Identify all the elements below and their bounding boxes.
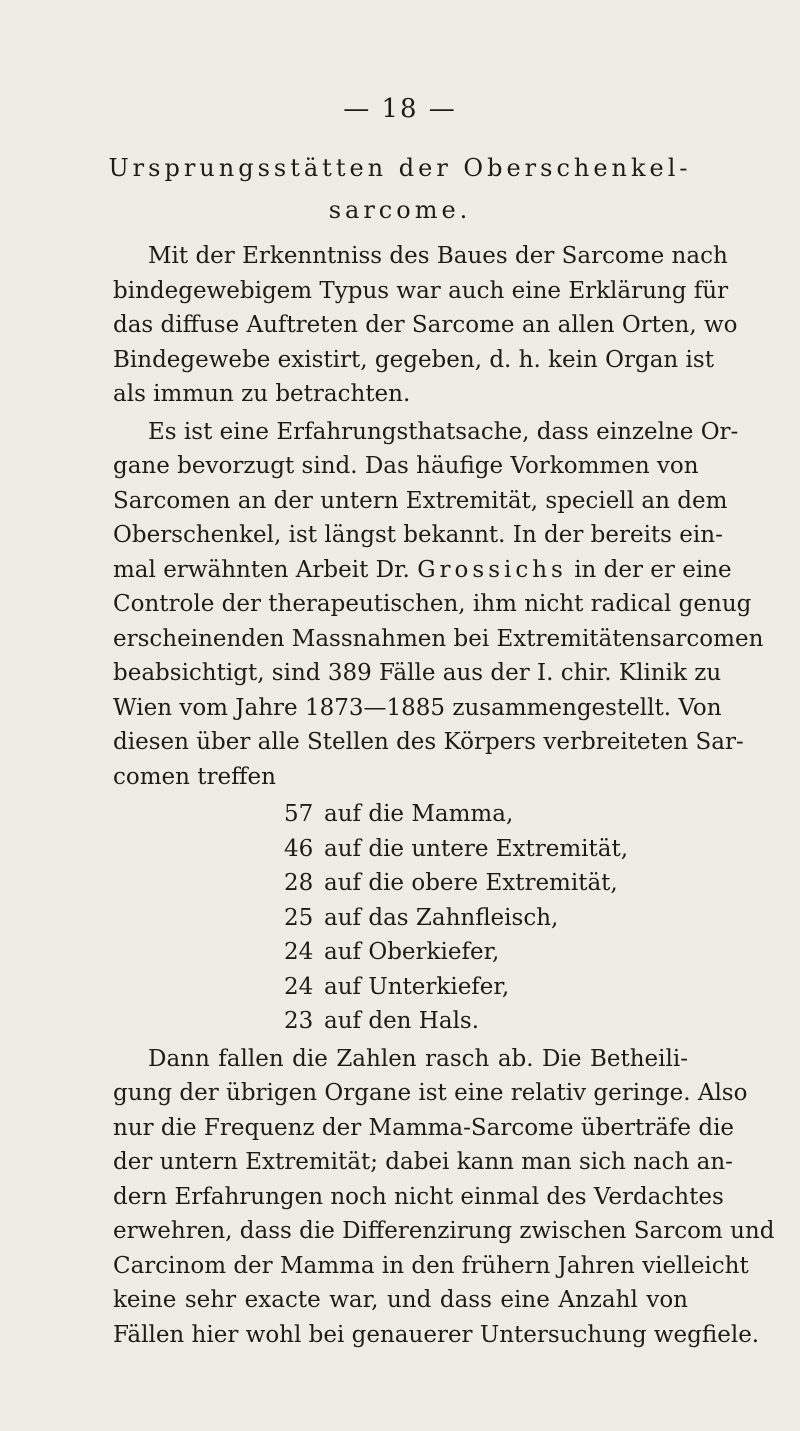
list-text: auf das Zahnfleisch, [324, 904, 559, 931]
list-text: auf Oberkiefer, [324, 939, 500, 965]
paragraph-2-line-with-author [113, 555, 732, 585]
paragraph-2-line: erscheinenden Massnahmen bei Extremitätensarcomen [113, 625, 764, 652]
list-item [284, 937, 499, 967]
paragraph-3-line: Carcinom der Mamma in den frühern Jahren vielleicht [113, 1252, 749, 1279]
list-item [284, 903, 558, 933]
list-count: 24 [284, 939, 314, 965]
paragraph-1-line: bindegewebigem Typus war auch eine Erklärung für [113, 277, 729, 304]
page-number: — 18 — [343, 94, 457, 124]
list-item [284, 868, 618, 898]
paragraph-2-line: gane bevorzugt sind. Das häufige Vorkommen von [113, 453, 699, 479]
paragraph-1-line: Mit der Erkenntniss des Baues der Sarcome nach [148, 243, 728, 269]
paragraph-2-line: diesen über alle Stellen des Körpers verbreiteten Sar- [113, 729, 744, 755]
list-item [284, 1006, 479, 1036]
paragraph-3-line: Dann fallen die Zahlen rasch ab. Die Betheili- [148, 1045, 688, 1072]
list-text: auf die Mamma, [324, 801, 514, 827]
list-count: 57 [284, 801, 314, 827]
paragraph-1-line: Bindegewebe existirt, gegeben, d. h. kein Organ ist [113, 346, 714, 373]
paragraph-2-line: Oberschenkel, ist längst bekannt. In der bereits ein- [113, 522, 723, 548]
paragraph-3-line: dern Erfahrungen noch nicht einmal des Verdachtes [113, 1183, 724, 1210]
section-heading-line-2: sarcome. [328, 196, 472, 224]
list-count: 25 [284, 904, 314, 931]
paragraph-3-line: Fällen hier wohl bei genauerer Untersuchung wegfiele. [113, 1321, 760, 1348]
paragraph-1-line: als immun zu betrachten. [113, 381, 411, 407]
paragraph-3-line: der untern Extremität; dabei kann man sich nach an- [113, 1149, 733, 1175]
list-count: 28 [284, 870, 314, 896]
paragraph-3-line: nur die Frequenz der Mamma-Sarcome überträfe die [113, 1114, 735, 1141]
list-count: 23 [284, 1008, 314, 1034]
paragraph-3-line: keine sehr exacte war, und dass eine Anzahl von [113, 1287, 688, 1313]
list-text: auf Unterkiefer, [324, 973, 510, 1000]
paragraph-2-line: Wien vom Jahre 1873—1885 zusammengestellt. Von [113, 694, 722, 721]
paragraph-1-line: das diffuse Auftreten der Sarcome an allen Orten, wo [113, 312, 738, 338]
list-item [284, 799, 513, 829]
line-text: mal erwähnten Arbeit Dr. [113, 556, 410, 583]
paragraph-2-line: Es ist eine Erfahrungsthatsache, dass einzelne Or- [148, 418, 739, 445]
list-text: auf die untere Extremität, [324, 835, 629, 862]
list-item [284, 972, 509, 1002]
paragraph-2-line: Sarcomen an der untern Extremität, speciell an dem [113, 487, 728, 514]
list-count: 24 [284, 973, 314, 1000]
paragraph-3-line: gung der übrigen Organe ist eine relativ geringe. Also [113, 1080, 748, 1106]
paragraph-2-line: beabsichtigt, sind 389 Fälle aus der I. chir. Klinik zu [113, 660, 722, 686]
section-heading-line-1: Ursprungsstätten der Oberschenkel- [108, 154, 692, 182]
paragraph-2-line: comen treffen [113, 763, 276, 790]
list-text: auf die obere Extremität, [324, 870, 618, 896]
line-text: in der er eine [574, 556, 732, 583]
paragraph-3-line: erwehren, dass die Differenzirung zwischen Sarcom und [113, 1218, 775, 1244]
author-name: Grossichs [417, 556, 567, 583]
list-count: 46 [284, 835, 314, 862]
list-item [284, 834, 628, 864]
list-text: auf den Hals. [324, 1008, 480, 1034]
paragraph-2-line: Controle der therapeutischen, ihm nicht radical genug [113, 591, 752, 617]
